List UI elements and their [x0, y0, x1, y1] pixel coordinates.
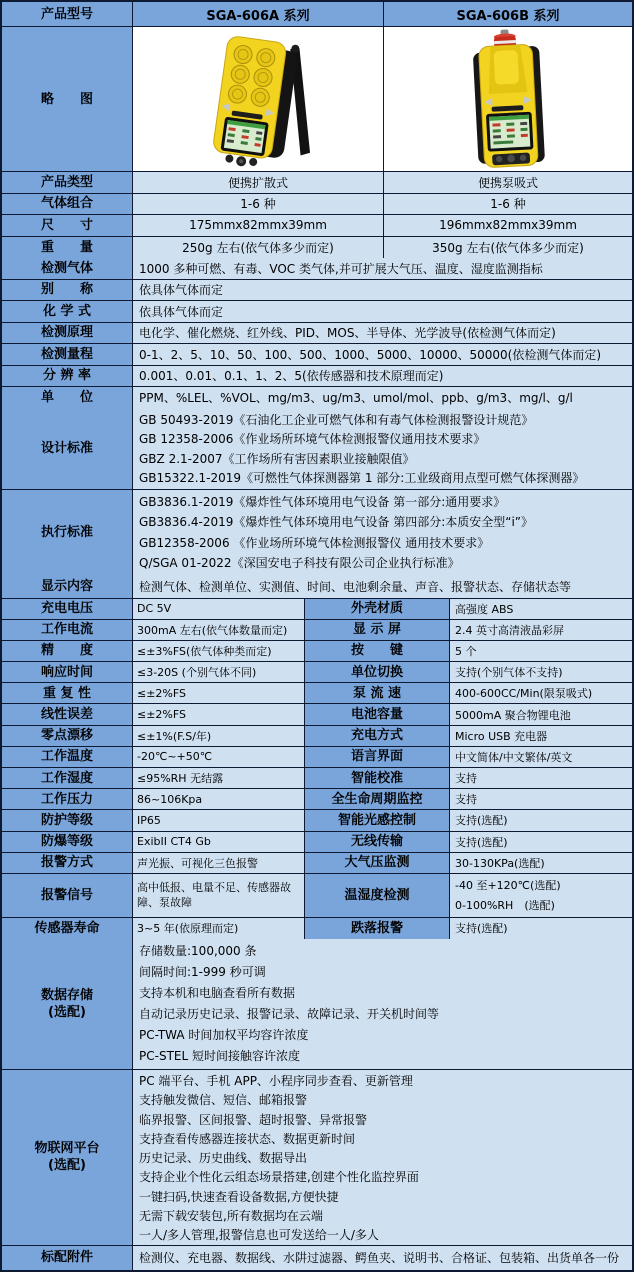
row-label-2: 温湿度检测 — [305, 874, 450, 917]
row-label-2: 大气压监测 — [305, 853, 450, 873]
text-line: 存储数量:100,000 条 — [139, 943, 257, 958]
row-value-b: 196mmx82mmx39mm — [384, 215, 632, 236]
row-value-2: 支持(个别气体不支持) — [450, 662, 632, 682]
row-label-2: 显 示 屏 — [305, 620, 450, 640]
row-label: 别 称 — [2, 280, 133, 301]
row-label: 线性误差 — [2, 704, 133, 724]
spec-row — [2, 301, 632, 323]
row-value: 高中低报、电量不足、传感器故障、泵故障 — [133, 874, 305, 917]
header-series-a: SGA-606A 系列 — [133, 2, 384, 26]
row-value: ExibII CT4 Gb — [133, 832, 305, 852]
row-label: 工作压力 — [2, 789, 133, 809]
row-value-b: 1-6 种 — [384, 194, 632, 215]
row-label: 单 位 — [2, 387, 133, 409]
row-value: 86~106Kpa — [133, 789, 305, 809]
row-value-2: 2.4 英寸高清液晶彩屏 — [450, 620, 632, 640]
row-value: ≤±1%(F.S/年) — [133, 726, 305, 746]
text-line: 间隔时间:1-999 秒可调 — [139, 964, 266, 979]
sga-606b-product-image — [384, 27, 632, 171]
spec-row — [2, 620, 632, 641]
row-value-2: 支持(选配) — [450, 918, 632, 939]
spec-row — [2, 918, 632, 939]
spec-row — [2, 172, 632, 194]
text-line: GB15322.1-2019《可燃性气体探测器第 1 部分:工业级商用点型可燃气体探测器》 — [139, 471, 585, 485]
spec-row — [2, 344, 632, 366]
row-label — [2, 1070, 133, 1245]
standards-lines — [133, 409, 632, 489]
spec-row — [2, 768, 632, 789]
row-label: 执行标准 — [2, 490, 133, 575]
row-label-2: 泵 流 速 — [305, 683, 450, 703]
spec-row — [2, 810, 632, 831]
header-row — [2, 2, 632, 27]
spec-row — [2, 237, 632, 259]
spec-row — [2, 726, 632, 747]
row-value: ≤3-20S (个别气体不同) — [133, 662, 305, 682]
standards-row — [2, 409, 632, 490]
row-value-2: 400-600CC/Min(限泵吸式) — [450, 683, 632, 703]
row-label-line1: 数据存储 — [40, 987, 93, 1003]
spec-row — [2, 789, 632, 810]
accessories-row — [2, 1246, 632, 1270]
row-value-a: 175mmx82mmx39mm — [133, 215, 384, 236]
row-label-2: 单位切换 — [305, 662, 450, 682]
row-value: -20℃~+50℃ — [133, 747, 305, 767]
row-label-2: 按 键 — [305, 641, 450, 661]
spec-row — [2, 387, 632, 409]
row-label: 传感器寿命 — [2, 918, 133, 939]
spec-row — [2, 215, 632, 237]
row-label-2: 充电方式 — [305, 726, 450, 746]
sketch-label: 略 图 — [2, 27, 133, 171]
spec-row — [2, 683, 632, 704]
row-value: 电化学、催化燃烧、红外线、PID、MOS、半导体、光学波导(依检测气体而定) — [133, 323, 632, 344]
row-label: 零点漂移 — [2, 726, 133, 746]
row-value: 检测仪、充电器、数据线、水阱过滤器、鳄鱼夹、说明书、合格证、包装箱、出货单各一份 — [133, 1246, 632, 1270]
text-line: 无需下载安装包,所有数据均在云端 — [139, 1209, 323, 1224]
spec-row — [2, 853, 632, 874]
row-label: 精 度 — [2, 641, 133, 661]
row-label: 气体组合 — [2, 194, 133, 215]
row-label: 分 辨 率 — [2, 366, 133, 387]
gas-spec-rows — [2, 258, 632, 409]
row-label-2: 外壳材质 — [305, 599, 450, 619]
text-line: 自动记录历史记录、报警记录、故障记录、开关机时间等 — [139, 1006, 440, 1021]
standards-row — [2, 490, 632, 575]
text-line: 一键扫码,快速查看设备数据,方便快捷 — [139, 1189, 339, 1204]
data-storage-row — [2, 939, 632, 1070]
display-content-row — [2, 575, 632, 599]
row-label: 设计标准 — [2, 409, 133, 489]
row-label: 检测原理 — [2, 323, 133, 344]
row-value: 1000 多种可燃、有毒、VOC 类气体,并可扩展大气压、温度、湿度监测指标 — [133, 258, 632, 279]
row-value: 依具体气体而定 — [133, 301, 632, 322]
row-value-2: 支持(选配) — [450, 810, 632, 830]
row-label-2: 智能光感控制 — [305, 810, 450, 830]
row-value-a: 便携扩散式 — [133, 172, 384, 193]
spec-row — [2, 280, 632, 302]
row-value-a: 1-6 种 — [133, 194, 384, 215]
row-label-2: 跌落报警 — [305, 918, 450, 939]
row-label: 报警方式 — [2, 853, 133, 873]
row-label-2: 电池容量 — [305, 704, 450, 724]
row-value-b: 便携泵吸式 — [384, 172, 632, 193]
spec-row — [2, 641, 632, 662]
spec-row — [2, 599, 632, 620]
spec-row — [2, 258, 632, 280]
row-label: 重 量 — [2, 237, 133, 259]
spec-row — [2, 832, 632, 853]
text-line: 支持本机和电脑查看所有数据 — [139, 985, 296, 1000]
row-value-b: 350g 左右(依气体多少而定) — [384, 237, 632, 259]
spec-row — [2, 747, 632, 768]
row-label: 工作湿度 — [2, 768, 133, 788]
row-label: 工作温度 — [2, 747, 133, 767]
row-value: IP65 — [133, 810, 305, 830]
product-basic-rows — [2, 172, 632, 258]
text-line: 历史记录、历史曲线、数据导出 — [139, 1151, 308, 1166]
spec-row — [2, 662, 632, 683]
text-line: 支持企业个性化云组态场景搭建,创建个性化监控界面 — [139, 1170, 419, 1185]
spec-row — [2, 874, 632, 918]
row-label: 标配附件 — [2, 1246, 133, 1270]
row-value-2: 5 个 — [450, 641, 632, 661]
row-label: 显示内容 — [2, 575, 133, 598]
row-value: 0-1、2、5、10、50、100、500、1000、5000、10000、50000(依检测气体而定) — [133, 344, 632, 365]
row-value-2: 30-130KPa(选配) — [450, 853, 632, 873]
row-value: 300mA 左右(依气体数量而定) — [133, 620, 305, 640]
row-label: 检测气体 — [2, 258, 133, 279]
text-line: -40 至+120℃(选配) — [455, 878, 561, 892]
row-value: 检测气体、检测单位、实测值、时间、电池剩余量、声音、报警状态、存储状态等 — [133, 575, 632, 598]
row-value-2: 支持 — [450, 768, 632, 788]
row-value-2: Micro USB 充电器 — [450, 726, 632, 746]
row-value-2: 5000mA 聚合物锂电池 — [450, 704, 632, 724]
row-value: ≤±2%FS — [133, 683, 305, 703]
text-line: PC 端平台、手机 APP、小程序同步查看、更新管理 — [139, 1073, 413, 1088]
row-value: ≤±2%FS — [133, 704, 305, 724]
row-label-2: 无线传输 — [305, 832, 450, 852]
text-line: GB12358-2006 《作业场所环境气体检测报警仪 通用技术要求》 — [139, 535, 490, 550]
row-value-2: 中文简体/中文繁体/英文 — [450, 747, 632, 767]
standards-rows — [2, 409, 632, 575]
text-line: 临界报警、区间报警、超时报警、异常报警 — [139, 1112, 368, 1127]
row-label: 工作电流 — [2, 620, 133, 640]
row-value-2: 支持(选配) — [450, 832, 632, 852]
iot-lines — [133, 1070, 632, 1245]
text-line: GB 50493-2019《石油化工企业可燃气体和有毒气体检测报警设计规范》 — [139, 412, 534, 427]
text-line: GB 12358-2006《作业场所环境气体检测报警仪通用技术要求》 — [139, 432, 486, 446]
row-value: ≤±3%FS(依气体种类而定) — [133, 641, 305, 661]
row-label-2: 智能校准 — [305, 768, 450, 788]
spec-row — [2, 323, 632, 345]
text-line: GBZ 2.1-2007《工作场所有害因素职业接触限值》 — [139, 451, 415, 466]
product-image-cell-b — [384, 27, 632, 171]
row-value-2: 支持 — [450, 789, 632, 809]
sketch-row — [2, 27, 632, 172]
product-image-cell-a — [133, 27, 384, 171]
text-line: GB3836.1-2019《爆炸性气体环境用电气设备 第一部分:通用要求》 — [139, 494, 506, 509]
spec-row — [2, 194, 632, 216]
row-value: PPM、%LEL、%VOL、mg/m3、ug/m3、umol/mol、ppb、g/m3、mg/l、g/l — [133, 387, 632, 409]
row-label: 防爆等级 — [2, 832, 133, 852]
row-label: 响应时间 — [2, 662, 133, 682]
row-value-a: 250g 左右(依气体多少而定) — [133, 237, 384, 259]
standards-lines — [133, 490, 632, 575]
text-line: 支持查看传感器连接状态、数据更新时间 — [139, 1131, 356, 1146]
row-label: 化 学 式 — [2, 301, 133, 322]
row-label: 防护等级 — [2, 810, 133, 830]
spec-row — [2, 366, 632, 388]
header-series-b: SGA-606B 系列 — [384, 2, 632, 26]
row-value: 0.001、0.01、0.1、1、2、5(依传感器和技术原理而定) — [133, 366, 632, 387]
text-line: 一人/多人管理,报警信息也可发送给一人/多人 — [139, 1228, 379, 1243]
row-label-line1: 物联网平台 — [34, 1141, 100, 1157]
row-label: 尺 寸 — [2, 215, 133, 236]
row-value-2: 高强度 ABS — [450, 599, 632, 619]
iot-platform-row — [2, 1070, 632, 1246]
row-value: 3~5 年(依原理而定) — [133, 918, 305, 939]
text-line: PC-TWA 时间加权平均容许浓度 — [139, 1027, 309, 1042]
row-value-2 — [450, 874, 632, 917]
row-label: 产品类型 — [2, 172, 133, 193]
text-line: PC-STEL 短时间接触容许浓度 — [139, 1048, 300, 1063]
text-line: Q/SGA 01-2022《深国安电子科技有限公司企业执行标准》 — [139, 556, 460, 570]
row-label: 充电电压 — [2, 599, 133, 619]
row-label-line2: (选配) — [48, 1004, 86, 1020]
row-value: 声光振、可视化三色报警 — [133, 853, 305, 873]
detail-spec-rows — [2, 599, 632, 939]
row-value: DC 5V — [133, 599, 305, 619]
sga-606a-product-image — [133, 27, 383, 171]
row-label-line2: (选配) — [48, 1158, 86, 1174]
row-label — [2, 939, 133, 1069]
header-model-label: 产品型号 — [2, 2, 133, 26]
storage-lines — [133, 939, 632, 1069]
row-value: 依具体气体而定 — [133, 280, 632, 301]
text-line: GB3836.4-2019《爆炸性气体环境用电气设备 第四部分:本质安全型“i”》 — [139, 515, 534, 529]
spec-row — [2, 704, 632, 725]
row-label-2: 全生命周期监控 — [305, 789, 450, 809]
text-line: 支持触发微信、短信、邮箱报警 — [139, 1093, 308, 1108]
text-line: 0-100%RH (选配) — [455, 898, 555, 912]
row-label-2: 语言界面 — [305, 747, 450, 767]
row-label: 报警信号 — [2, 874, 133, 917]
row-label: 检测量程 — [2, 344, 133, 365]
row-value: ≤95%RH 无结露 — [133, 768, 305, 788]
row-label: 重 复 性 — [2, 683, 133, 703]
